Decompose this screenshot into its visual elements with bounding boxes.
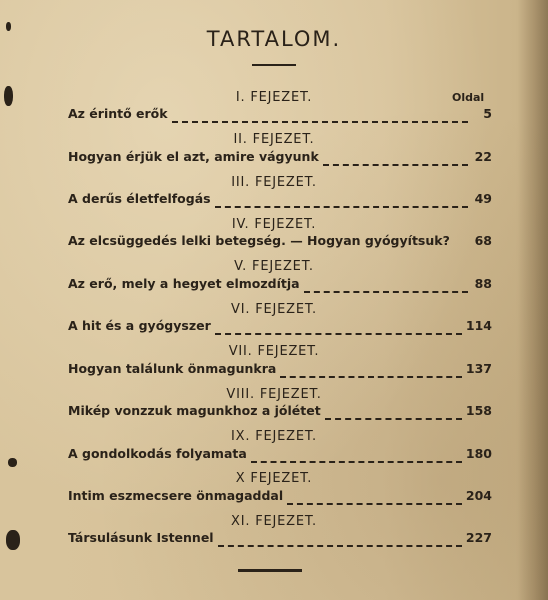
page-number: 137 bbox=[465, 361, 492, 376]
page-number: 180 bbox=[465, 446, 492, 461]
chapter-heading: I. FEJEZET. bbox=[235, 90, 313, 105]
toc-entry[interactable] bbox=[68, 488, 492, 506]
dot-leader bbox=[287, 495, 462, 505]
chapter-heading: V. FEJEZET. bbox=[234, 259, 314, 274]
ink-spot bbox=[8, 458, 17, 467]
chapter-title: Hogyan találunk önmagunkra bbox=[68, 361, 277, 376]
chapter-title: A derűs életfelfogás bbox=[68, 191, 211, 206]
chapter-heading: III. FEJEZET. bbox=[231, 175, 317, 190]
chapter-title: A gondolkodás folyamata bbox=[68, 446, 247, 461]
page-number: 68 bbox=[474, 233, 492, 248]
chapter-heading: VI. FEJEZET. bbox=[231, 302, 317, 317]
toc-entry[interactable] bbox=[68, 276, 492, 294]
dot-leader bbox=[280, 368, 462, 378]
toc-entry[interactable] bbox=[68, 361, 492, 379]
chapter-title: Az erő, mely a hegyet elmozdítja bbox=[68, 276, 300, 291]
chapter-heading: VII. FEJEZET. bbox=[228, 344, 320, 359]
toc-entry[interactable] bbox=[68, 318, 492, 336]
ink-spot bbox=[6, 530, 20, 550]
chapter-title: Intim eszmecsere önmagaddal bbox=[68, 488, 284, 503]
toc-entry[interactable] bbox=[68, 106, 492, 124]
toc-entry[interactable] bbox=[68, 403, 492, 421]
page-number: 49 bbox=[474, 191, 492, 206]
dot-leader bbox=[215, 325, 462, 335]
page-number: 227 bbox=[465, 530, 492, 545]
chapter-title: Mikép vonzzuk magunkhoz a jólétet bbox=[68, 403, 321, 418]
page-number: 88 bbox=[474, 276, 492, 291]
toc-entry[interactable] bbox=[68, 233, 492, 251]
chapter-title: A hit és a gyógyszer bbox=[68, 318, 211, 333]
page-number: 114 bbox=[465, 318, 492, 333]
title-underline bbox=[252, 64, 296, 66]
dot-leader bbox=[454, 241, 468, 249]
chapter-title: Az érintő erők bbox=[68, 106, 168, 121]
dot-leader bbox=[218, 537, 462, 547]
dot-leader bbox=[323, 156, 468, 166]
toc-entry[interactable] bbox=[68, 149, 492, 167]
dot-leader bbox=[325, 410, 462, 420]
toc-entry[interactable] bbox=[68, 446, 492, 464]
page-column-label: Oldal bbox=[452, 91, 485, 104]
toc-entry[interactable] bbox=[68, 530, 492, 548]
dot-leader bbox=[251, 453, 462, 463]
chapter-title: Az elcsüggedés lelki betegség. — Hogyan gyógyítsuk? bbox=[68, 233, 450, 248]
page-number: 22 bbox=[474, 149, 492, 164]
page-number: 204 bbox=[465, 488, 492, 503]
page-number: 158 bbox=[465, 403, 492, 418]
page-title: TARTALOM. bbox=[206, 27, 342, 51]
dot-leader bbox=[172, 113, 468, 123]
chapter-heading: II. FEJEZET. bbox=[233, 132, 315, 147]
dot-leader bbox=[304, 283, 468, 293]
dot-leader bbox=[215, 198, 468, 208]
chapter-heading: IX. FEJEZET. bbox=[231, 429, 317, 444]
chapter-title: Társulásunk Istennel bbox=[68, 530, 214, 545]
toc-entry[interactable] bbox=[68, 191, 492, 209]
page-number: 5 bbox=[483, 106, 492, 121]
chapter-heading: X FEJEZET. bbox=[235, 471, 313, 486]
chapter-heading: XI. FEJEZET. bbox=[231, 514, 317, 529]
chapter-heading: IV. FEJEZET. bbox=[231, 217, 317, 232]
closing-rule bbox=[238, 569, 302, 572]
chapter-title: Hogyan érjük el azt, amire vágyunk bbox=[68, 149, 319, 164]
chapter-heading: VIII. FEJEZET. bbox=[226, 387, 322, 402]
